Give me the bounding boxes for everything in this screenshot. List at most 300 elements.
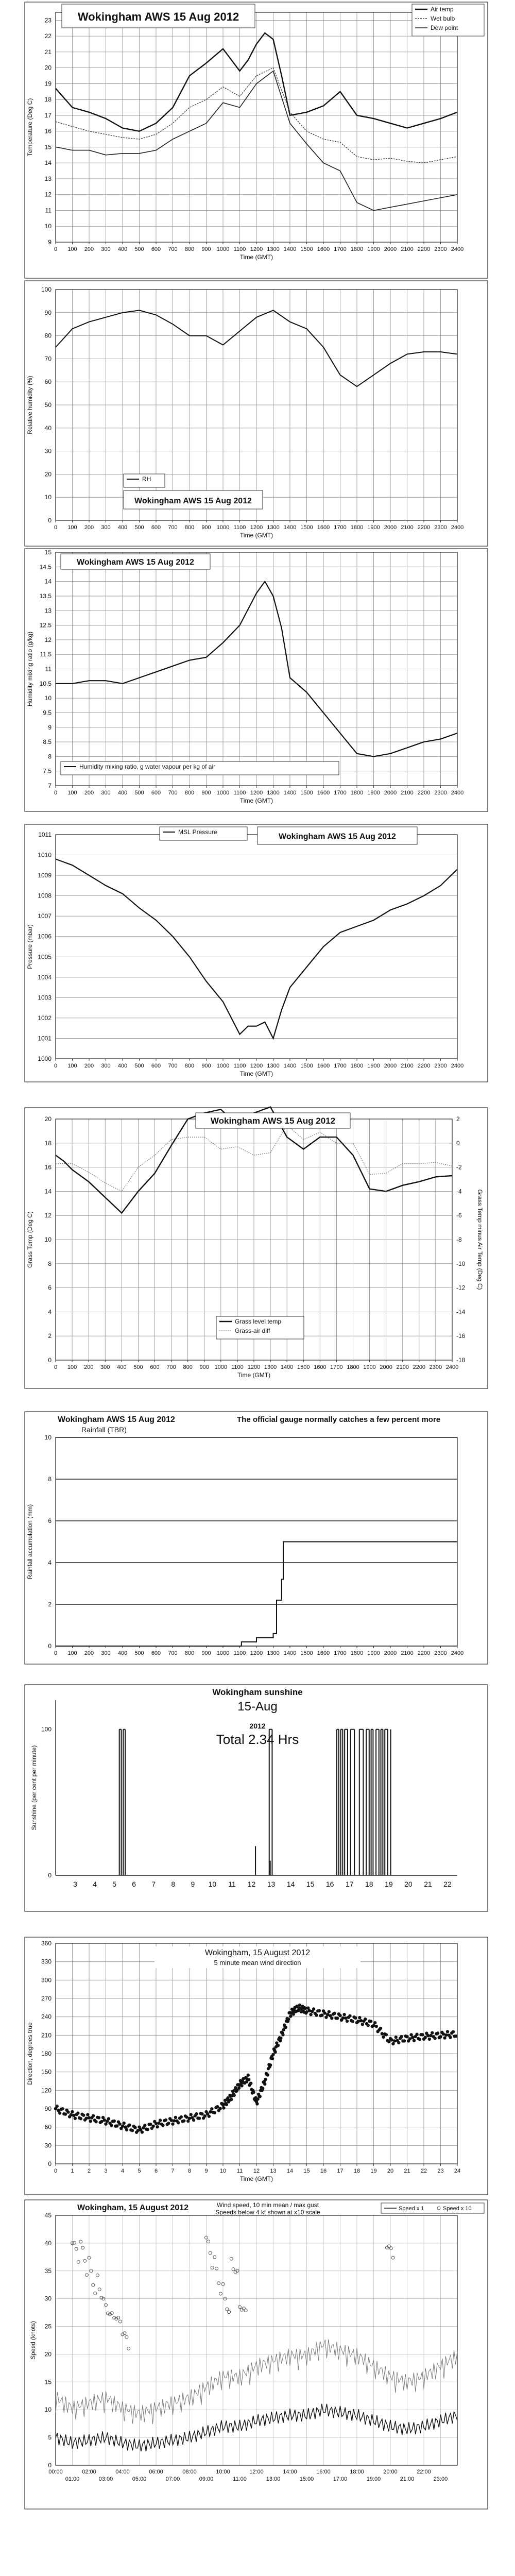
direction-point bbox=[393, 2039, 396, 2042]
x-tick-label: 1200 bbox=[247, 1364, 261, 1370]
y-tick-label: 1011 bbox=[38, 831, 52, 838]
y-tick-label: 15 bbox=[44, 549, 52, 556]
x-tick-label: 600 bbox=[151, 790, 161, 796]
y-tick-label: 14 bbox=[44, 159, 52, 167]
direction-point bbox=[177, 2121, 180, 2124]
y-tick-label: 1010 bbox=[38, 851, 52, 859]
y-tick-label: 1001 bbox=[38, 1035, 52, 1042]
x-tick-label: 1800 bbox=[350, 524, 364, 531]
x-tick-label: 400 bbox=[117, 1650, 128, 1656]
x-tick-label: 1300 bbox=[267, 246, 280, 252]
direction-point bbox=[271, 2057, 274, 2060]
x-tick-label: 1300 bbox=[267, 1650, 280, 1656]
x-tick-label: 2400 bbox=[451, 246, 464, 252]
direction-point bbox=[344, 2016, 347, 2020]
x-tick-label: 22:00 bbox=[417, 2469, 431, 2475]
x-tick-label: 9 bbox=[191, 1880, 195, 1888]
chart-title-text: Wokingham AWS 15 Aug 2012 bbox=[58, 1415, 175, 1424]
direction-point bbox=[259, 2095, 262, 2098]
y2-axis-label: Grass Temp minus Air Temp (Deg C) bbox=[476, 1189, 484, 1290]
x-tick-label: 14 bbox=[286, 2168, 294, 2174]
direction-point bbox=[151, 2125, 154, 2128]
x-tick-label: 2300 bbox=[434, 246, 447, 252]
direction-point bbox=[424, 2036, 427, 2039]
y-tick-label: 8 bbox=[48, 1476, 52, 1483]
x-tick-label: 500 bbox=[134, 790, 144, 796]
x-tick-label: 1900 bbox=[367, 524, 380, 531]
x-tick-label: 1900 bbox=[367, 1063, 380, 1069]
y-tick-label: 8.5 bbox=[43, 738, 52, 746]
direction-point bbox=[336, 2016, 339, 2020]
x-tick-label: 20:00 bbox=[383, 2469, 398, 2475]
x-tick-label: 400 bbox=[117, 524, 128, 531]
chart-title-text: Wokingham AWS 15 Aug 2012 bbox=[77, 557, 194, 567]
x-tick-label: 1900 bbox=[363, 1364, 376, 1370]
x-tick-label: 400 bbox=[117, 246, 128, 252]
x-tick-label: 1100 bbox=[233, 1650, 246, 1656]
x-tick-label: 700 bbox=[168, 246, 178, 252]
direction-point bbox=[346, 2020, 349, 2023]
direction-point bbox=[409, 2033, 413, 2036]
direction-point bbox=[428, 2038, 431, 2041]
x-tick-label: 2200 bbox=[417, 790, 431, 796]
x-tick-label: 2300 bbox=[429, 1364, 442, 1370]
chart-title-text: Wokingham, 15 August 2012 bbox=[204, 1948, 311, 1957]
y-tick-label: 11.5 bbox=[40, 651, 52, 658]
x-tick-label: 300 bbox=[101, 1650, 111, 1656]
chart-2-title bbox=[124, 490, 263, 509]
direction-point bbox=[82, 2114, 85, 2117]
x-tick-label: 100 bbox=[67, 790, 77, 796]
y-tick-label: 270 bbox=[41, 1995, 52, 2002]
x-tick-label: 1100 bbox=[233, 246, 246, 252]
y-axis-label: Relative humidity (%) bbox=[26, 376, 33, 434]
x-tick-label: 1600 bbox=[317, 1650, 330, 1656]
x-tick-label: 8 bbox=[187, 2168, 192, 2174]
y2-tick-label: -6 bbox=[456, 1212, 462, 1219]
x-tick-label: 900 bbox=[199, 1364, 209, 1370]
x-tick-label: 1200 bbox=[250, 524, 263, 531]
x-tick-label: 0 bbox=[54, 1650, 58, 1656]
x-tick-label: 1400 bbox=[283, 1063, 297, 1069]
x-tick-label: 6 bbox=[154, 2168, 158, 2174]
y-tick-label: 13.5 bbox=[39, 592, 52, 600]
x-tick-label: 12 bbox=[253, 2168, 260, 2174]
y-tick-label: 100 bbox=[41, 286, 52, 293]
chart-1-title bbox=[62, 4, 255, 28]
direction-point bbox=[143, 2124, 146, 2127]
y-tick-label: 15 bbox=[44, 2378, 52, 2386]
x-tick-label: 19 bbox=[370, 2168, 377, 2174]
x-tick-label: 800 bbox=[184, 1063, 195, 1069]
direction-point bbox=[367, 2024, 370, 2027]
x-tick-label: 2000 bbox=[384, 1650, 397, 1656]
x-tick-label: 100 bbox=[67, 246, 77, 252]
x-tick-label: 11 bbox=[236, 2168, 243, 2174]
x-axis-label: Time (GMT) bbox=[239, 253, 273, 261]
x-tick-label: 2000 bbox=[384, 524, 397, 531]
direction-point bbox=[315, 2013, 318, 2016]
direction-point bbox=[218, 2107, 221, 2110]
direction-point bbox=[97, 2116, 100, 2119]
x-tick-label: 1100 bbox=[231, 1364, 244, 1370]
direction-point bbox=[170, 2119, 173, 2122]
x-tick-label: 01:00 bbox=[65, 2476, 80, 2482]
x-tick-label: 1700 bbox=[334, 246, 347, 252]
x-tick-label: 1400 bbox=[283, 1650, 297, 1656]
x-tick-label: 0 bbox=[54, 246, 58, 252]
direction-point bbox=[439, 2035, 442, 2038]
x-tick-label: 2100 bbox=[401, 1063, 414, 1069]
x-tick-label: 1400 bbox=[283, 524, 297, 531]
direction-point bbox=[66, 2110, 70, 2113]
x-axis-label: Time (GMT) bbox=[239, 2175, 273, 2182]
x-tick-label: 1800 bbox=[347, 1364, 359, 1370]
x-tick-label: 1600 bbox=[317, 524, 330, 531]
direction-point bbox=[213, 2111, 216, 2114]
y2-tick-label: -8 bbox=[456, 1236, 462, 1243]
y2-tick-label: -4 bbox=[456, 1188, 462, 1195]
legend-entry: Grass-air diff bbox=[235, 1327, 270, 1334]
direction-point bbox=[113, 2120, 116, 2123]
x-tick-label: 06:00 bbox=[149, 2469, 163, 2475]
x-tick-label: 21:00 bbox=[400, 2476, 415, 2482]
y-tick-label: 21 bbox=[44, 48, 52, 56]
y-tick-label: 10 bbox=[44, 223, 52, 230]
x-tick-label: 900 bbox=[201, 246, 211, 252]
x-tick-label: 3 bbox=[104, 2168, 108, 2174]
direction-point bbox=[128, 2124, 131, 2127]
direction-point bbox=[86, 2113, 89, 2116]
x-tick-label: 02:00 bbox=[82, 2469, 96, 2475]
chart-title-text: Wokingham sunshine bbox=[212, 1687, 303, 1697]
y-tick-label: 4 bbox=[48, 1308, 52, 1316]
x-tick-label: 1500 bbox=[300, 790, 313, 796]
y-tick-label: 14.5 bbox=[39, 563, 52, 571]
y-tick-label: 13 bbox=[44, 607, 52, 615]
direction-point bbox=[161, 2124, 164, 2127]
y-tick-label: 120 bbox=[41, 2087, 52, 2094]
x-tick-label: 1000 bbox=[216, 1650, 230, 1656]
direction-point bbox=[210, 2107, 213, 2110]
x-tick-label: 1 bbox=[71, 2168, 74, 2174]
y-tick-label: 150 bbox=[41, 2068, 52, 2076]
x-tick-label: 2200 bbox=[413, 1364, 426, 1370]
direction-point bbox=[271, 2053, 274, 2056]
x-tick-label: 300 bbox=[101, 524, 111, 531]
x-tick-label: 1000 bbox=[216, 790, 230, 796]
chart-note-text: The official gauge normally catches a few percent more bbox=[237, 1415, 441, 1424]
direction-point bbox=[361, 2023, 364, 2026]
y-tick-label: 35 bbox=[44, 2267, 52, 2275]
direction-point bbox=[266, 2073, 269, 2076]
y-tick-label: 1006 bbox=[38, 933, 52, 940]
y-tick-label: 6 bbox=[48, 1284, 52, 1292]
x-tick-label: 21 bbox=[404, 2168, 410, 2174]
direction-point bbox=[230, 2098, 233, 2101]
direction-point bbox=[292, 2012, 295, 2015]
x-tick-label: 1800 bbox=[350, 246, 364, 252]
x-tick-label: 2300 bbox=[434, 1063, 447, 1069]
y-tick-label: 45 bbox=[44, 2212, 52, 2219]
direction-point bbox=[58, 2111, 61, 2114]
x-tick-label: 1100 bbox=[233, 790, 246, 796]
y-tick-label: 0 bbox=[48, 1872, 52, 1879]
x-tick-label: 17 bbox=[337, 2168, 344, 2174]
y2-tick-label: -16 bbox=[456, 1332, 466, 1340]
y-tick-label: 10.5 bbox=[39, 680, 52, 687]
x-tick-label: 400 bbox=[117, 1063, 128, 1069]
panel-frame-5 bbox=[25, 1108, 488, 1388]
x-tick-label: 500 bbox=[134, 524, 144, 531]
x-tick-label: 2100 bbox=[396, 1364, 409, 1370]
direction-point bbox=[125, 2128, 128, 2131]
y-axis-label: Humidity mixing ratio (g/kg) bbox=[26, 631, 33, 707]
x-tick-label: 1600 bbox=[317, 790, 330, 796]
direction-point bbox=[452, 2030, 455, 2033]
x-tick-label: 9 bbox=[204, 2168, 208, 2174]
x-tick-label: 800 bbox=[184, 790, 195, 796]
x-tick-label: 08:00 bbox=[182, 2469, 197, 2475]
y-tick-label: 1005 bbox=[38, 953, 52, 961]
x-tick-label: 500 bbox=[133, 1364, 143, 1370]
direction-point bbox=[118, 2123, 121, 2126]
x-tick-label: 2000 bbox=[384, 246, 397, 252]
y-tick-label: 360 bbox=[41, 1940, 52, 1947]
y-tick-label: 15 bbox=[44, 143, 52, 151]
panel-frame-9 bbox=[25, 2200, 488, 2509]
x-tick-label: 1900 bbox=[367, 1650, 380, 1656]
direction-point bbox=[269, 2063, 272, 2066]
y-tick-label: 1003 bbox=[38, 994, 52, 1002]
chart-3-title bbox=[61, 554, 210, 569]
chart-subtitle-text: Wind speed, 10 min mean / max gust bbox=[216, 2201, 319, 2209]
direction-point bbox=[190, 2113, 193, 2116]
direction-point bbox=[454, 2035, 457, 2038]
x-tick-label: 1700 bbox=[334, 790, 347, 796]
panel-frame-8 bbox=[25, 1937, 488, 2195]
x-tick-label: 900 bbox=[201, 1063, 211, 1069]
y-tick-label: 4 bbox=[48, 1559, 52, 1566]
chart-8-header bbox=[154, 1946, 360, 1968]
y-tick-label: 20 bbox=[44, 470, 52, 478]
x-tick-label: 300 bbox=[100, 1364, 110, 1370]
direction-point bbox=[411, 2036, 414, 2039]
y-axis-label: Temperature (Deg C) bbox=[26, 98, 33, 157]
y-tick-label: 10 bbox=[44, 2406, 52, 2414]
y-tick-label: 0 bbox=[48, 517, 52, 524]
chart-4-legend bbox=[160, 827, 247, 840]
chart-subtitle-text: Rainfall (TBR) bbox=[81, 1426, 127, 1434]
direction-point bbox=[133, 2126, 136, 2129]
direction-point bbox=[391, 2042, 394, 2045]
x-tick-label: 600 bbox=[151, 246, 161, 252]
x-tick-label: 2100 bbox=[401, 524, 414, 531]
x-axis-label: Time (GMT) bbox=[237, 1371, 271, 1379]
y2-tick-label: -2 bbox=[456, 1163, 462, 1171]
y-tick-label: 1004 bbox=[38, 973, 52, 981]
direction-point bbox=[84, 2116, 88, 2120]
direction-point bbox=[110, 2124, 113, 2127]
direction-point bbox=[237, 2087, 241, 2090]
x-tick-label: 200 bbox=[84, 524, 94, 531]
x-tick-label: 400 bbox=[117, 1364, 127, 1370]
x-tick-label: 09:00 bbox=[199, 2476, 214, 2482]
direction-point bbox=[216, 2105, 219, 2108]
x-tick-label: 1700 bbox=[334, 524, 347, 531]
y-tick-label: 18 bbox=[44, 96, 52, 104]
direction-point bbox=[434, 2037, 437, 2040]
x-tick-label: 1800 bbox=[350, 790, 364, 796]
panel-frame-6 bbox=[25, 1412, 488, 1664]
x-tick-label: 24 bbox=[454, 2168, 461, 2174]
x-tick-label: 2000 bbox=[384, 790, 397, 796]
direction-point bbox=[71, 2110, 74, 2113]
direction-point bbox=[372, 2024, 375, 2027]
x-tick-label: 7 bbox=[171, 2168, 175, 2174]
panel-frame-4 bbox=[25, 824, 488, 1082]
x-tick-label: 16:00 bbox=[316, 2469, 331, 2475]
y-tick-label: 1008 bbox=[38, 892, 52, 900]
x-tick-label: 300 bbox=[101, 790, 111, 796]
x-tick-label: 1600 bbox=[314, 1364, 327, 1370]
direction-point bbox=[385, 2033, 388, 2036]
x-tick-label: 1500 bbox=[300, 1650, 313, 1656]
x-tick-label: 300 bbox=[101, 1063, 111, 1069]
x-tick-label: 600 bbox=[150, 1364, 160, 1370]
direction-point bbox=[382, 2036, 385, 2039]
direction-point bbox=[418, 2038, 421, 2041]
direction-point bbox=[208, 2115, 211, 2118]
direction-point bbox=[136, 2129, 140, 2132]
x-tick-label: 700 bbox=[168, 1063, 178, 1069]
chart-2-legend bbox=[124, 474, 165, 487]
direction-point bbox=[149, 2123, 152, 2126]
direction-point bbox=[104, 2123, 107, 2126]
x-tick-label: 700 bbox=[166, 1364, 176, 1370]
direction-point bbox=[312, 2007, 315, 2010]
y-tick-label: 40 bbox=[44, 424, 52, 432]
x-tick-label: 1300 bbox=[267, 524, 280, 531]
x-tick-label: 2 bbox=[87, 2168, 91, 2174]
x-tick-label: 17:00 bbox=[333, 2476, 348, 2482]
x-tick-label: 03:00 bbox=[98, 2476, 113, 2482]
direction-point bbox=[358, 2016, 361, 2019]
x-tick-label: 200 bbox=[83, 1364, 94, 1370]
x-tick-label: 13 bbox=[270, 2168, 277, 2174]
direction-point bbox=[192, 2119, 195, 2122]
x-tick-label: 800 bbox=[184, 524, 195, 531]
x-tick-label: 18 bbox=[353, 2168, 360, 2174]
chart-date-text: 15-Aug bbox=[237, 1700, 278, 1714]
chart-subtitle-text: Speeds below 4 kt shown at x10 scale bbox=[215, 2209, 320, 2216]
x-tick-label: 3 bbox=[73, 1880, 77, 1888]
x-tick-label: 1400 bbox=[280, 1364, 294, 1370]
x-axis-label: Time (GMT) bbox=[239, 797, 273, 804]
y-tick-label: 1002 bbox=[38, 1014, 52, 1022]
y2-tick-label: 0 bbox=[456, 1139, 460, 1147]
y-tick-label: 9 bbox=[48, 239, 52, 246]
x-tick-label: 2200 bbox=[417, 1650, 431, 1656]
x-tick-label: 1700 bbox=[334, 1650, 347, 1656]
y-tick-label: 100 bbox=[41, 1725, 52, 1733]
chart-5-legend bbox=[216, 1316, 304, 1339]
direction-point bbox=[61, 2107, 64, 2110]
y-tick-label: 7 bbox=[48, 782, 52, 789]
x-tick-label: 21 bbox=[424, 1880, 432, 1888]
y-tick-label: 60 bbox=[44, 378, 52, 386]
legend-entry: Dew point bbox=[431, 24, 458, 31]
direction-point bbox=[64, 2112, 67, 2115]
x-tick-label: 17 bbox=[345, 1880, 354, 1888]
direction-point bbox=[233, 2094, 236, 2097]
x-tick-label: 4 bbox=[121, 2168, 125, 2174]
y-tick-label: 18 bbox=[44, 1139, 52, 1147]
x-tick-label: 15:00 bbox=[299, 2476, 314, 2482]
y-tick-label: 40 bbox=[44, 2239, 52, 2247]
panel-frame-7 bbox=[25, 1685, 488, 1911]
direction-point bbox=[279, 2037, 282, 2040]
chart-title-text: Wokingham AWS 15 Aug 2012 bbox=[279, 832, 396, 841]
x-tick-label: 800 bbox=[183, 1364, 193, 1370]
y-tick-label: 60 bbox=[44, 2123, 52, 2131]
y-tick-label: 30 bbox=[44, 2142, 52, 2149]
y-tick-label: 10 bbox=[44, 494, 52, 501]
x-tick-label: 1500 bbox=[300, 524, 313, 531]
y-tick-label: 20 bbox=[44, 2350, 52, 2358]
y-axis-label: Pressure (mbar) bbox=[26, 924, 33, 969]
direction-point bbox=[247, 2074, 250, 2077]
x-tick-label: 1700 bbox=[330, 1364, 343, 1370]
direction-point bbox=[277, 2044, 280, 2047]
y-tick-label: 20 bbox=[44, 1115, 52, 1123]
direction-point bbox=[159, 2119, 162, 2122]
direction-point bbox=[400, 2035, 403, 2038]
x-tick-label: 2400 bbox=[445, 1364, 459, 1370]
y-tick-label: 22 bbox=[44, 32, 52, 40]
x-tick-label: 2100 bbox=[401, 790, 414, 796]
direction-point bbox=[284, 2026, 287, 2029]
direction-point bbox=[323, 2011, 327, 2014]
y-tick-label: 0 bbox=[48, 2160, 52, 2167]
legend-entry: Speed x 1 bbox=[399, 2206, 424, 2212]
y-tick-label: 13 bbox=[44, 175, 52, 182]
direction-point bbox=[264, 2078, 267, 2081]
direction-point bbox=[359, 2019, 363, 2022]
legend-entry: Air temp bbox=[431, 6, 454, 13]
direction-point bbox=[92, 2114, 95, 2117]
x-tick-label: 0 bbox=[54, 2168, 58, 2174]
x-tick-label: 2200 bbox=[417, 246, 431, 252]
direction-point bbox=[333, 2012, 336, 2015]
x-tick-label: 5 bbox=[138, 2168, 141, 2174]
chart-title-text: Wokingham AWS 15 Aug 2012 bbox=[134, 496, 252, 505]
x-tick-label: 1000 bbox=[216, 246, 230, 252]
chart-5-title bbox=[196, 1113, 350, 1128]
x-tick-label: 19:00 bbox=[366, 2476, 381, 2482]
y-tick-label: 20 bbox=[44, 64, 52, 72]
direction-point bbox=[369, 2020, 372, 2023]
x-tick-label: 100 bbox=[67, 1063, 77, 1069]
x-tick-label: 10 bbox=[208, 1880, 217, 1888]
y-tick-label: 9.5 bbox=[43, 709, 52, 717]
direction-point bbox=[436, 2031, 439, 2035]
y-tick-label: 0 bbox=[48, 2462, 52, 2469]
x-tick-label: 4 bbox=[93, 1880, 97, 1888]
x-tick-label: 1000 bbox=[216, 524, 230, 531]
y-axis-label: Speed (knots) bbox=[29, 2321, 37, 2360]
chart-1-legend bbox=[412, 4, 484, 36]
